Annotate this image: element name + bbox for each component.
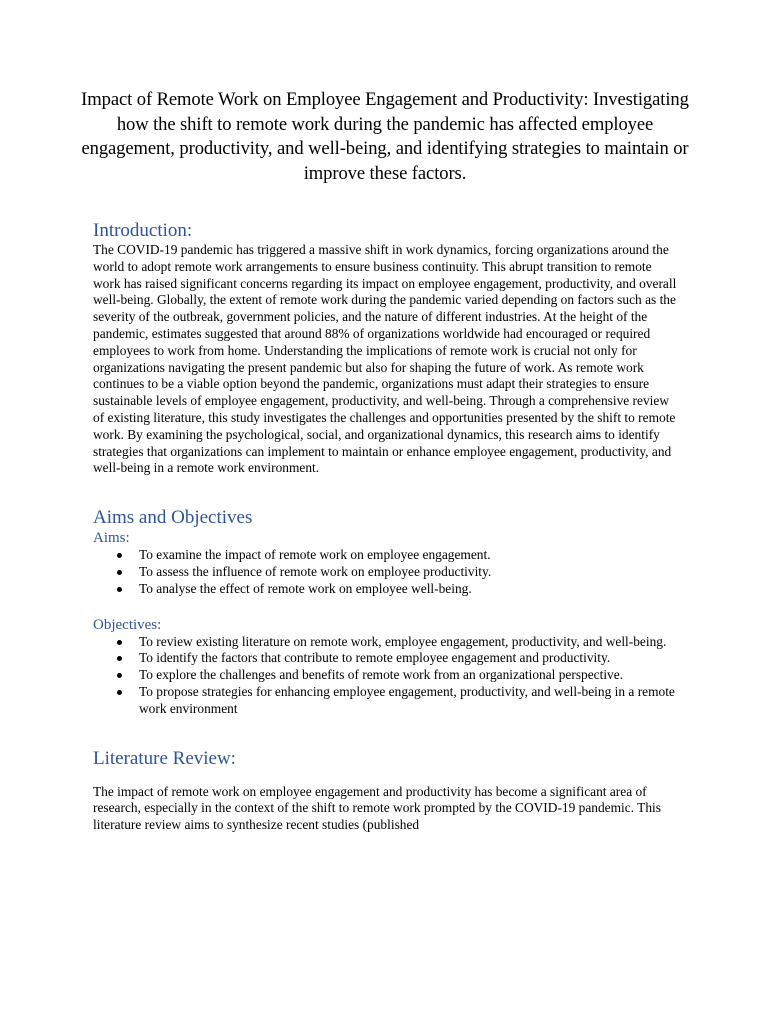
list-item: To review existing literature on remote work, employee engagement, productivity, and well-being. — [139, 634, 677, 651]
document-page — [81, 88, 689, 834]
aims-list — [93, 547, 677, 597]
list-item: To identify the factors that contribute to remote employee engagement and productivity. — [139, 650, 677, 667]
introduction-body: The COVID-19 pandemic has triggered a massive shift in work dynamics, forcing organizations around the world to adopt remote work arrangements to ensure business continuity. This abrupt transition to remote work has raised significant concerns regarding its impact on employee engagement, productivity, and overall well-being. Globally, the extent of remote work during the pandemic varied depending on factors such as the severity of the outbreak, government policies, and the nature of different industries. At the height of the pandemic, estimates suggested that around 88% of organizations worldwide had encouraged or required employees to work from home. Understanding the implications of remote work is crucial not only for organizations navigating the present pandemic but also for shaping the future of work. As remote work continues to be a viable option beyond the pandemic, organizations must adapt their strategies to ensure sustainable levels of employee engagement, productivity, and well-being. Through a comprehensive review of existing literature, this study investigates the challenges and opportunities presented by the shift to remote work. By examining the psychological, social, and organizational dynamics, this research aims to identify strategies that organizations can implement to maintain or enhance employee engagement, productivity, and well-being in a remote work environment. — [93, 242, 677, 476]
introduction-heading: Introduction: — [93, 220, 193, 241]
aims-subheading: Aims: — [93, 530, 130, 547]
objectives-list — [93, 634, 677, 718]
aims-objectives-heading: Aims and Objectives — [93, 507, 253, 529]
list-item: To examine the impact of remote work on employee engagement. — [139, 547, 677, 564]
list-item: To propose strategies for enhancing employee engagement, productivity, and well-being in a remote work environment — [139, 684, 677, 718]
objectives-subheading: Objectives: — [93, 616, 162, 633]
document-title: Impact of Remote Work on Employee Engagement and Productivity: Investigating how the shift to remote work during the pandemic has affected employee engagement, productivity, and well-being, and identifying strategies to maintain or improve these factors. — [81, 89, 689, 184]
list-item: To assess the influence of remote work on employee productivity. — [139, 564, 677, 581]
literature-review-body: The impact of remote work on employee engagement and productivity has become a significant area of research, especially in the context of the shift to remote work prompted by the COVID-19 pandemic. This literature review aims to synthesize recent studies (published — [93, 783, 661, 833]
literature-review-heading: Literature Review: — [93, 747, 236, 769]
list-item: To analyse the effect of remote work on employee well-being. — [139, 581, 677, 598]
list-item: To explore the challenges and benefits of remote work from an organizational perspective. — [139, 667, 677, 684]
